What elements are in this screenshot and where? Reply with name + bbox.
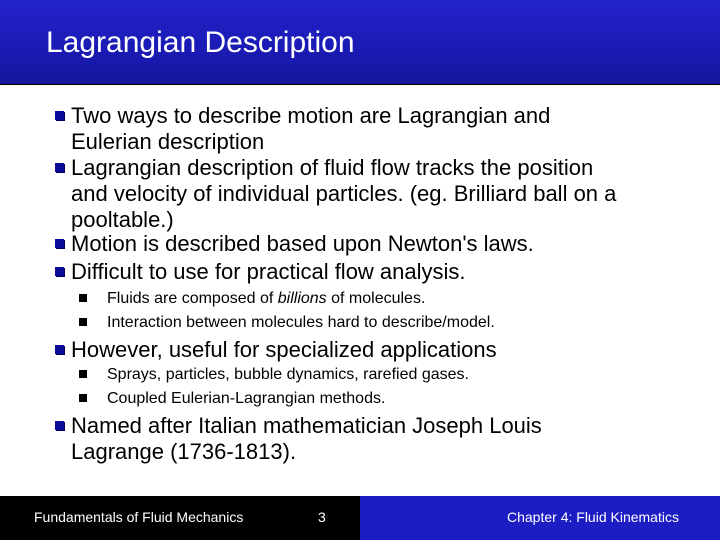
bullet-text: Motion is described based upon Newton's laws.	[71, 231, 534, 256]
bullet-marker-icon	[55, 239, 64, 248]
sub-bullet-item	[107, 389, 707, 409]
bullet-marker-icon	[55, 163, 64, 172]
sub-bullet-marker-icon	[79, 394, 87, 402]
slide-footer	[0, 496, 720, 540]
footer-left-panel	[0, 496, 360, 540]
footer-page-number: 3	[318, 509, 326, 525]
bullet-text: Named after Italian mathematician Joseph Louis	[71, 413, 542, 438]
sub-bullet-marker-icon	[79, 370, 87, 378]
sub-bullet-text	[107, 289, 707, 309]
sub-bullet-item	[107, 313, 707, 333]
footer-right-panel	[360, 496, 720, 540]
bullet-item	[71, 337, 711, 363]
bullet-text: Two ways to describe motion are Lagrangian and	[71, 103, 551, 128]
bullet-marker-icon	[55, 421, 64, 430]
bullet-item	[71, 413, 711, 465]
sub-bullet-item	[107, 365, 707, 385]
title-divider	[0, 84, 720, 85]
bullet-text: Lagrangian description of fluid flow tracks the position	[71, 155, 594, 180]
bullet-item	[71, 155, 711, 233]
sub-bullet-text: Coupled Eulerian-Lagrangian methods.	[107, 390, 386, 407]
slide-title: Lagrangian Description	[46, 26, 355, 59]
footer-chapter-title: Chapter 4: Fluid Kinematics	[507, 509, 679, 525]
bullet-item	[71, 259, 711, 285]
bullet-marker-icon	[55, 111, 64, 120]
bullet-text: pooltable.)	[71, 207, 174, 232]
sub-bullet-text: Sprays, particles, bubble dynamics, rarefied gases.	[107, 366, 469, 383]
bullet-marker-icon	[55, 345, 64, 354]
bullet-text: Difficult to use for practical flow analysis.	[71, 259, 466, 284]
bullet-text: and velocity of individual particles. (eg. Brilliard ball on a	[71, 181, 617, 206]
sub-bullet-marker-icon	[79, 294, 87, 302]
bullet-text: Eulerian description	[71, 129, 265, 154]
bullet-item	[71, 103, 711, 155]
footer-course-title: Fundamentals of Fluid Mechanics	[34, 509, 244, 525]
bullet-item	[71, 231, 711, 257]
sub-bullet-marker-icon	[79, 318, 87, 326]
title-bar	[0, 0, 720, 84]
bullet-text: Lagrange (1736-1813).	[71, 439, 297, 464]
sub-bullet-text-part: of molecules.	[326, 290, 426, 307]
bullet-marker-icon	[55, 267, 64, 276]
sub-bullet-text: Interaction between molecules hard to describe/model.	[107, 314, 495, 331]
sub-bullet-item	[107, 289, 707, 309]
sub-bullet-text-part: Fluids are composed of	[107, 290, 278, 307]
bullet-text: However, useful for specialized applications	[71, 337, 497, 362]
sub-bullet-emphasis: billions	[277, 290, 327, 307]
